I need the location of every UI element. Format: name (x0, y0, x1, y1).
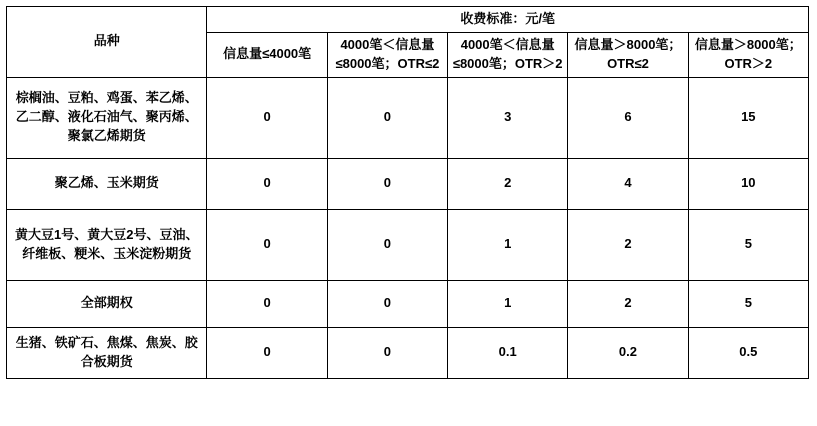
row-value: 0.2 (568, 327, 688, 378)
table-header-row-top (7, 7, 809, 33)
header-col-1: 信息量≤4000笔 (207, 32, 327, 77)
row-value: 6 (568, 77, 688, 158)
row-value: 2 (568, 280, 688, 327)
row-value: 0 (327, 158, 447, 209)
row-value: 0.1 (448, 327, 568, 378)
header-col-5: 信息量＞8000笔；OTR＞2 (688, 32, 808, 77)
row-value: 0 (207, 77, 327, 158)
row-value: 0 (327, 209, 447, 280)
row-value: 0 (207, 209, 327, 280)
row-value: 0 (207, 327, 327, 378)
row-value: 15 (688, 77, 808, 158)
row-value: 0 (207, 280, 327, 327)
table-row (7, 209, 809, 280)
row-variety: 黄大豆1号、黄大豆2号、豆油、纤维板、粳米、玉米淀粉期货 (7, 209, 207, 280)
row-value: 1 (448, 280, 568, 327)
row-value: 4 (568, 158, 688, 209)
row-variety: 全部期权 (7, 280, 207, 327)
row-value: 3 (448, 77, 568, 158)
table-row (7, 280, 809, 327)
row-value: 0.5 (688, 327, 808, 378)
row-value: 0 (207, 158, 327, 209)
table-row (7, 77, 809, 158)
table-row (7, 158, 809, 209)
row-value: 0 (327, 327, 447, 378)
row-value: 2 (448, 158, 568, 209)
header-variety: 品种 (7, 7, 207, 78)
table-row (7, 327, 809, 378)
header-col-3: 4000笔＜信息量≤8000笔；OTR＞2 (448, 32, 568, 77)
header-col-4: 信息量＞8000笔；OTR≤2 (568, 32, 688, 77)
row-value: 2 (568, 209, 688, 280)
row-value: 0 (327, 280, 447, 327)
row-variety: 生猪、铁矿石、焦煤、焦炭、胶合板期货 (7, 327, 207, 378)
fee-standard-table (6, 6, 809, 379)
header-fee-standard: 收费标准：元/笔 (207, 7, 809, 33)
row-variety: 聚乙烯、玉米期货 (7, 158, 207, 209)
row-value: 10 (688, 158, 808, 209)
row-value: 5 (688, 280, 808, 327)
row-value: 5 (688, 209, 808, 280)
row-value: 1 (448, 209, 568, 280)
row-variety: 棕榈油、豆粕、鸡蛋、苯乙烯、乙二醇、液化石油气、聚丙烯、聚氯乙烯期货 (7, 77, 207, 158)
row-value: 0 (327, 77, 447, 158)
header-col-2: 4000笔＜信息量≤8000笔；OTR≤2 (327, 32, 447, 77)
